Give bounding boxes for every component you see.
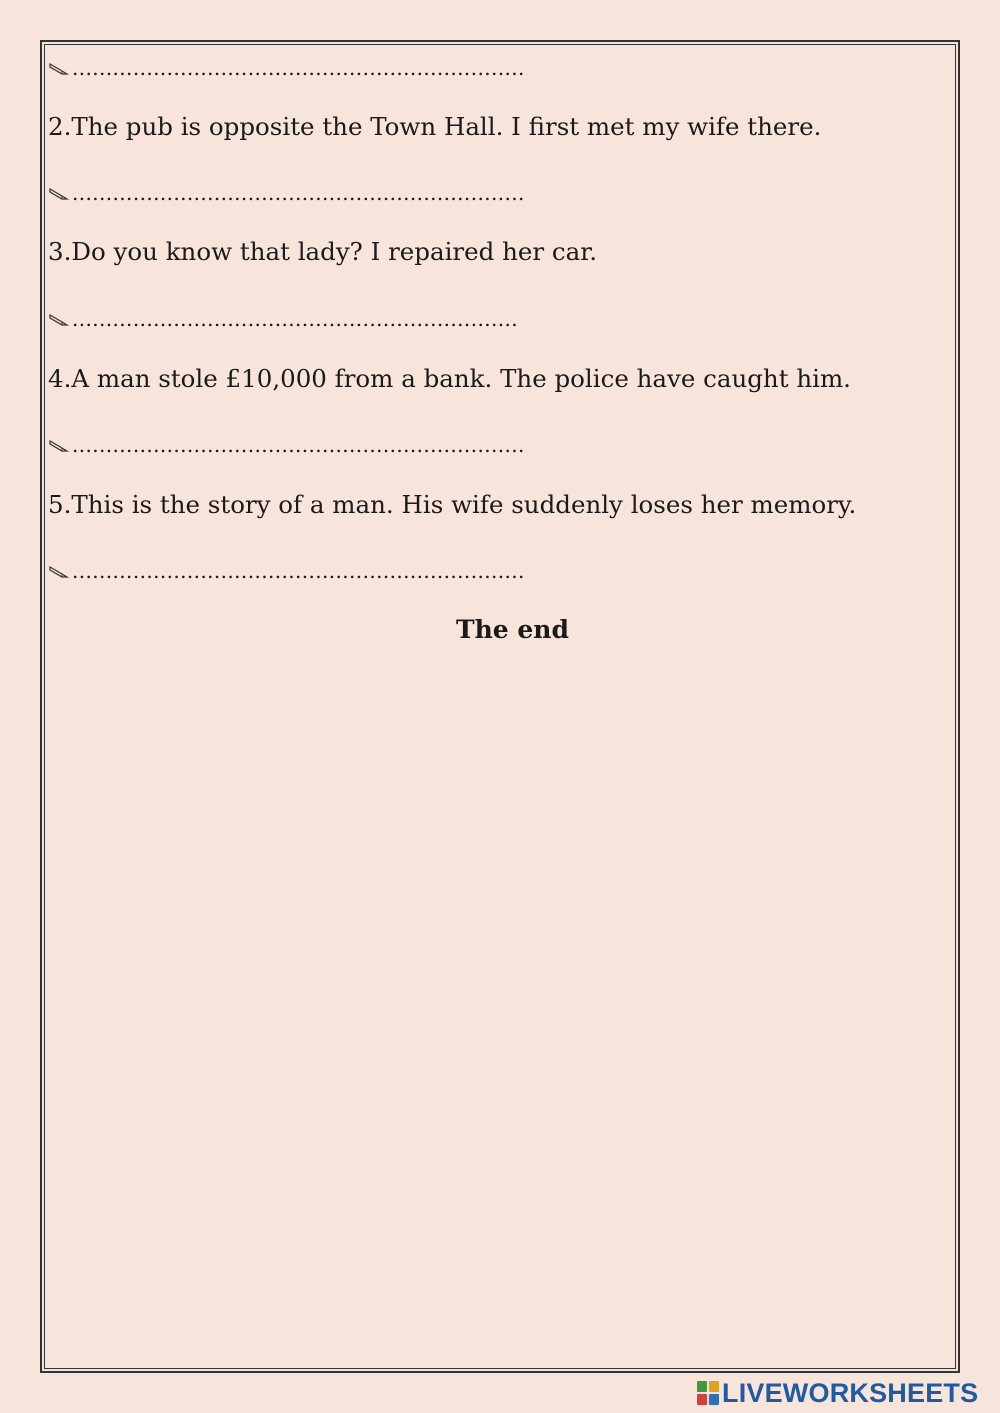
answer-dots: ................................................................... [72, 433, 525, 457]
answer-line[interactable] [48, 177, 525, 209]
answer-line[interactable] [48, 429, 525, 461]
answer-dots: ................................................................... [72, 559, 525, 583]
ending-title: The end [456, 615, 569, 644]
answer-dots: ................................................................... [72, 181, 525, 205]
question-item: 4.A man stole £10,000 from a bank. The police have caught him. [48, 364, 851, 393]
question-item: 5.This is the story of a man. His wife suddenly loses her memory. [48, 490, 857, 519]
answer-line[interactable] [48, 555, 525, 587]
answer-dots: ................................................................... [72, 56, 525, 80]
brand-name: LIVEWORKSHEETS [722, 1378, 979, 1408]
pencil-icon [48, 439, 70, 453]
answer-dots: .................................................................. [72, 307, 518, 331]
pencil-icon [48, 565, 70, 579]
answer-line[interactable] [48, 303, 518, 335]
pencil-icon [48, 313, 70, 327]
pencil-icon [48, 62, 70, 76]
brand-footer[interactable] [697, 1376, 978, 1410]
question-item: 2.The pub is opposite the Town Hall. I first met my wife there. [48, 112, 822, 141]
liveworksheets-logo-icon [697, 1381, 719, 1405]
answer-line[interactable] [48, 52, 525, 84]
pencil-icon [48, 187, 70, 201]
question-item: 3.Do you know that lady? I repaired her car. [48, 237, 598, 266]
